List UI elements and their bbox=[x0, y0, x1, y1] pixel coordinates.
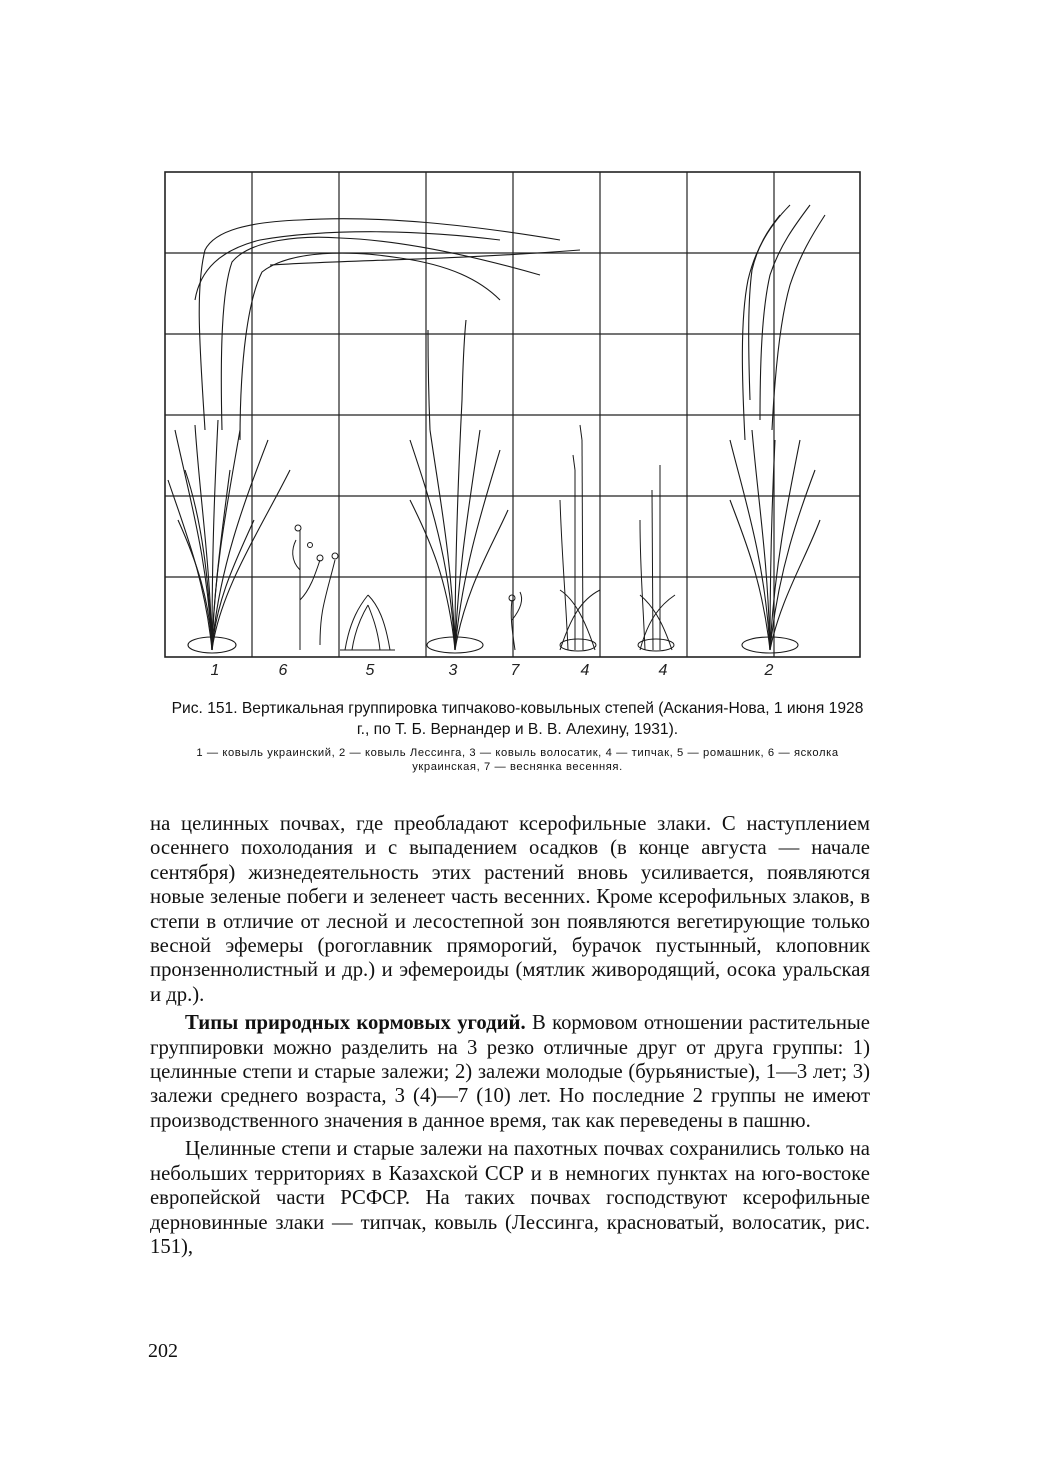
figure-label-6: 6 bbox=[278, 662, 288, 679]
figure-label-3: 3 bbox=[448, 662, 458, 679]
plant-5-chamomile bbox=[340, 595, 395, 650]
plant-4b-fescue bbox=[638, 465, 675, 651]
paragraph-2-heading: Типы природных кормовых угодий. bbox=[185, 1012, 526, 1035]
paragraph-1: на целинных почвах, где преобладают ксерофильные злаки. С наступлением осеннего похолодания и с выпадением осадков (в конце августа — начале сентября) жизнедеятельность этих растений вновь усиливается, появляются новые зеленые побеги и зеленеет часть весенних. Кроме ксерофильных злаков, в степи в отличие от лесной и лесостепной зон появляются вегетирующие только весной эфемеры (рогоглавник пряморогий, бурачок пустынный, клоповник пронзеннолистный и др.) и эфемероиды (мятлик живородящий, осока уральская и др.). bbox=[150, 813, 870, 1006]
figure-grid bbox=[165, 172, 860, 657]
plant-7-spring-adonis bbox=[509, 592, 522, 650]
caption-title: Рис. 151. Вертикальная группировка типчаково-ковыльных степей (Аскания-Нова, 1 июня 1928 г., по Т. Б. Вернандер и В. В. Алехину, 1931). bbox=[171, 700, 864, 738]
body-text bbox=[150, 812, 870, 1259]
plant-3-tussock bbox=[410, 320, 508, 653]
figure-label-7: 7 bbox=[510, 662, 520, 679]
paragraph-2-text: В кормовом отношении растительные группировки можно разделить на 3 резко отличные друг от друга группы: 1) целинные степи и старые залежи; 2) залежи молодые (бурьянистые), 1—3 лет; 3) залежи среднего возраста, 3 (4)—7 (10) лет. Но последние 2 группы не имеют производственного значения в данное время, так как переведены в пашню. bbox=[150, 1012, 870, 1132]
page-number: 202 bbox=[148, 1340, 178, 1362]
plant-2-tussock bbox=[730, 205, 825, 653]
figure-label-2: 2 bbox=[764, 662, 774, 679]
figure-label-1: 1 bbox=[210, 662, 220, 679]
paragraph-3: Целинные степи и старые залежи на пахотных почвах сохранились только на небольших территориях в Казахской ССР и в немногих пунктах на юго-востоке европейской части РСФСР. На таких почвах господствуют ксерофильные дерновинные злаки — типчак, ковыль (Лессинга, красноватый, волосатик, рис. 151), bbox=[150, 1138, 870, 1258]
figure-plant-drawing bbox=[0, 0, 1037, 700]
figure-label-4a: 4 bbox=[580, 662, 590, 679]
plant-4a-fescue bbox=[560, 425, 600, 651]
paragraph-2 bbox=[150, 1011, 870, 1133]
caption-legend: 1 — ковыль украинский, 2 — ковыль Лессинга, 3 — ковыль волосатик, 4 — типчак, 5 — ромашник, 6 — ясколка украинская, 7 — веснянка весенняя. bbox=[196, 747, 839, 773]
figure-label-5: 5 bbox=[365, 662, 375, 679]
plant-1-tussock bbox=[168, 219, 580, 653]
figure-caption bbox=[165, 698, 870, 774]
plant-6-ceratophyllum bbox=[293, 525, 338, 650]
figure-label-4b: 4 bbox=[658, 662, 668, 679]
